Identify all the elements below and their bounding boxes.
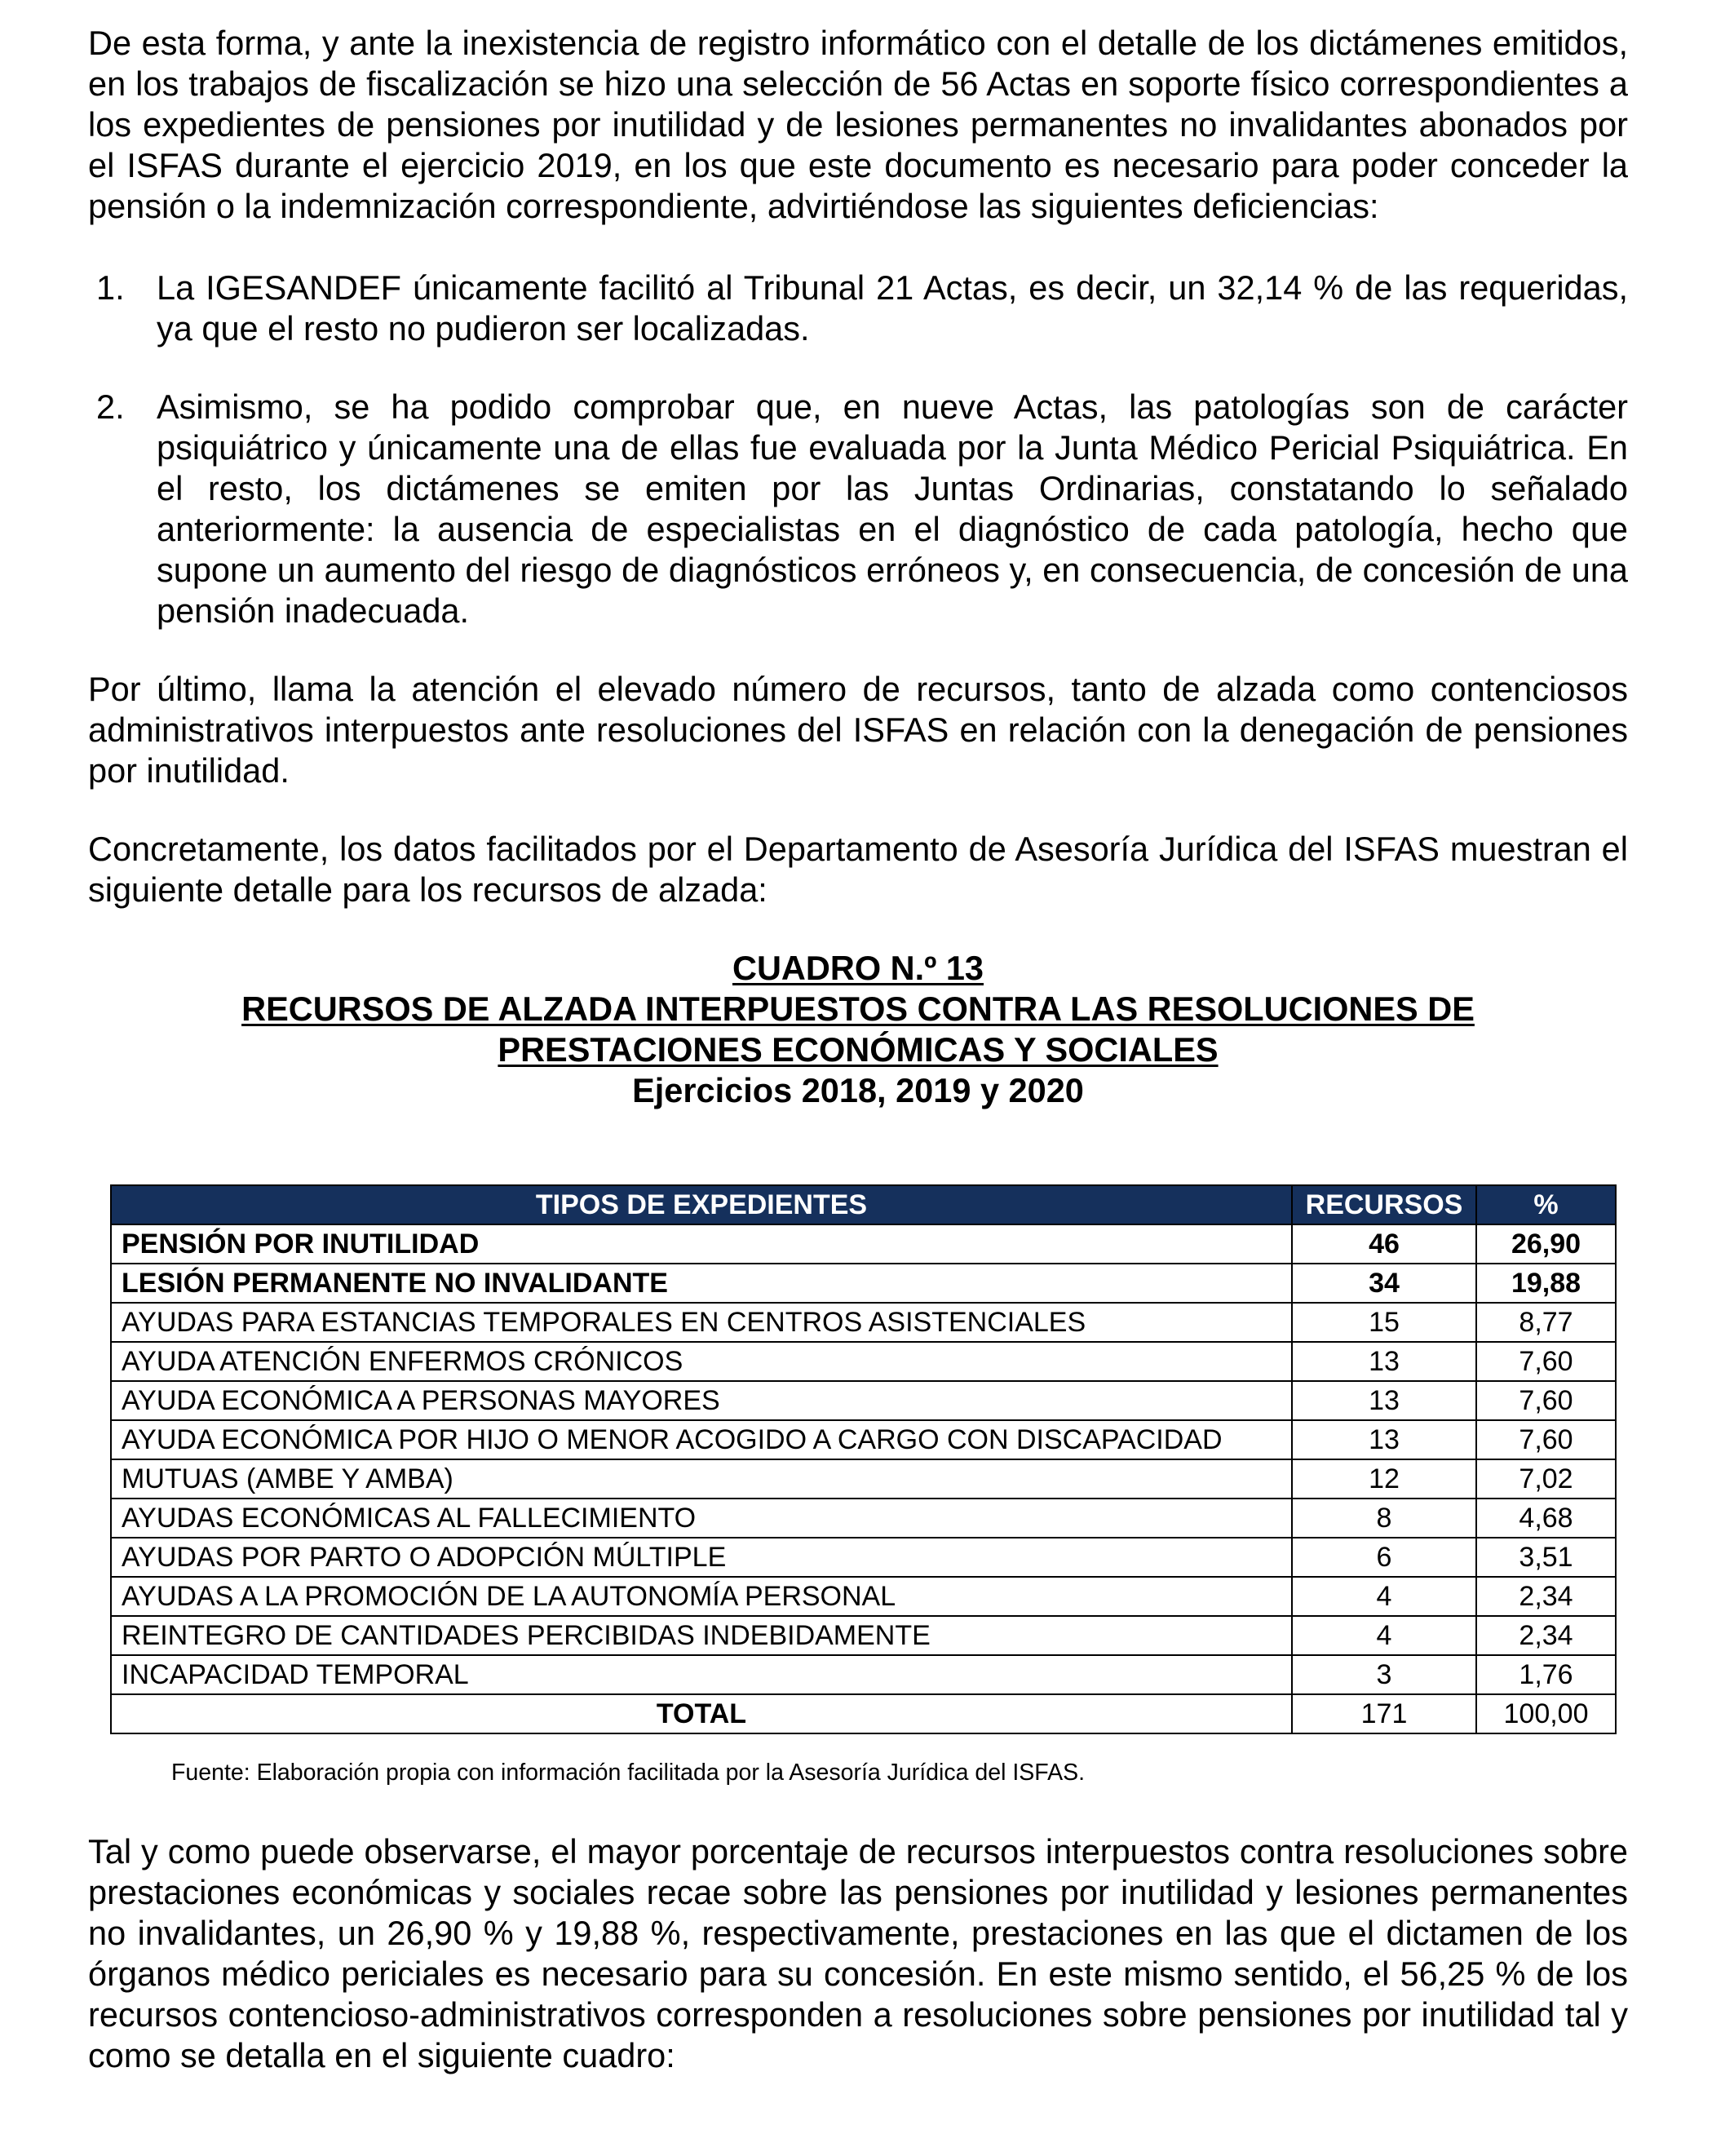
cell-total-percent: 100,00 (1476, 1694, 1616, 1733)
table-heading-line1: RECURSOS DE ALZADA INTERPUESTOS CONTRA LAS RESOLUCIONES DE (241, 989, 1475, 1028)
table-total-row (111, 1694, 1616, 1733)
cell-total-recursos: 171 (1292, 1694, 1476, 1733)
table-row (111, 1420, 1616, 1459)
conclusion-block (88, 1831, 1628, 2076)
table-heading-line2: PRESTACIONES ECONÓMICAS Y SOCIALES (498, 1030, 1219, 1069)
cell-recursos: 15 (1292, 1303, 1476, 1342)
cell-percent: 19,88 (1476, 1264, 1616, 1303)
list-item-number: 1. (96, 268, 125, 307)
table-title (88, 948, 1628, 1111)
recursos-table (110, 1184, 1617, 1734)
table-row (111, 1459, 1616, 1499)
table-row (111, 1499, 1616, 1538)
cell-tipo: PENSIÓN POR INUTILIDAD (111, 1224, 1292, 1264)
cell-tipo: AYUDAS A LA PROMOCIÓN DE LA AUTONOMÍA PERSONAL (111, 1577, 1292, 1616)
cell-recursos: 13 (1292, 1420, 1476, 1459)
conclusion-paragraph: Tal y como puede observarse, el mayor porcentaje de recursos interpuestos contra resoluciones sobre prestaciones económicas y sociales recae sobre las pensiones por inutilidad y lesiones permanentes no invalidantes, un 26,90 % y 19,88 %, respectivamente, prestaciones en las que el dictamen de los órganos médico periciales es necesario para su concesión. En este mismo sentido, el 56,25 % de los recursos contencioso-administrativos corresponden a resoluciones sobre pensiones por inutilidad tal y como se detalla en el siguiente cuadro: (88, 1832, 1628, 2074)
source-note: Fuente: Elaboración propia con información facilitada por la Asesoría Jurídica del ISFAS. (171, 1760, 1086, 1786)
cell-recursos: 4 (1292, 1577, 1476, 1616)
cell-percent: 3,51 (1476, 1538, 1616, 1577)
cell-percent: 7,60 (1476, 1342, 1616, 1381)
cell-tipo: MUTUAS (AMBE Y AMBA) (111, 1459, 1292, 1499)
cell-percent: 7,02 (1476, 1459, 1616, 1499)
table-row (111, 1303, 1616, 1342)
cell-recursos: 3 (1292, 1655, 1476, 1694)
list-item (88, 387, 1628, 631)
document-page (88, 23, 1628, 1111)
table-row (111, 1538, 1616, 1577)
cell-recursos: 4 (1292, 1616, 1476, 1655)
cell-percent: 7,60 (1476, 1381, 1616, 1420)
column-header-recursos: RECURSOS (1292, 1185, 1476, 1224)
list-item-text: La IGESANDEF únicamente facilitó al Tribunal 21 Actas, es decir, un 32,14 % de las requeridas, ya que el resto no pudieron ser localizadas. (157, 268, 1628, 348)
table-row (111, 1577, 1616, 1616)
intro-paragraph: De esta forma, y ante la inexistencia de registro informático con el detalle de los dictámenes emitidos, en los trabajos de fiscalización se hizo una selección de 56 Actas en soporte físico correspondientes a los expedientes de pensiones por inutilidad y de lesiones permanentes no invalidantes abonados por el ISFAS durante el ejercicio 2019, en los que este documento es necesario para poder conceder la pensión o la indemnización correspondiente, advirtiéndose las siguientes deficiencias: (88, 24, 1628, 225)
table-row (111, 1655, 1616, 1694)
cell-tipo: LESIÓN PERMANENTE NO INVALIDANTE (111, 1264, 1292, 1303)
cell-tipo: AYUDA ECONÓMICA A PERSONAS MAYORES (111, 1381, 1292, 1420)
table-row (111, 1342, 1616, 1381)
table-header-row (111, 1185, 1616, 1224)
cell-recursos: 8 (1292, 1499, 1476, 1538)
cell-total-label: TOTAL (111, 1694, 1292, 1733)
cell-percent: 1,76 (1476, 1655, 1616, 1694)
list-item-text: Asimismo, se ha podido comprobar que, en nueve Actas, las patologías son de carácter psiquiátrico y únicamente una de ellas fue evaluada por la Junta Médico Pericial Psiquiátrica. En el resto, los dictámenes se emiten por las Juntas Ordinarias, constatando lo señalado anteriormente: la ausencia de especialistas en el diagnóstico de cada patología, hecho que supone un aumento del riesgo de diagnósticos erróneos y, en consecuencia, de concesión de una pensión inadecuada. (157, 387, 1628, 630)
table-row (111, 1264, 1616, 1303)
cell-tipo: AYUDAS POR PARTO O ADOPCIÓN MÚLTIPLE (111, 1538, 1292, 1577)
cell-tipo: AYUDAS PARA ESTANCIAS TEMPORALES EN CENTROS ASISTENCIALES (111, 1303, 1292, 1342)
cell-tipo: AYUDAS ECONÓMICAS AL FALLECIMIENTO (111, 1499, 1292, 1538)
recursos-paragraph: Por último, llama la atención el elevado número de recursos, tanto de alzada como contenciosos administrativos interpuestos ante resoluciones del ISFAS en relación con la denegación de pensiones por inutilidad. (88, 670, 1628, 790)
cell-recursos: 13 (1292, 1342, 1476, 1381)
concretamente-paragraph: Concretamente, los datos facilitados por el Departamento de Asesoría Jurídica del ISFAS muestran el siguiente detalle para los recursos de alzada: (88, 830, 1628, 909)
table-body (111, 1224, 1616, 1733)
deficiencies-list (88, 268, 1628, 631)
table-row (111, 1224, 1616, 1264)
cell-percent: 26,90 (1476, 1224, 1616, 1264)
cell-recursos: 13 (1292, 1381, 1476, 1420)
list-item (88, 268, 1628, 349)
cell-percent: 4,68 (1476, 1499, 1616, 1538)
cell-percent: 7,60 (1476, 1420, 1616, 1459)
table-row (111, 1616, 1616, 1655)
cell-recursos: 34 (1292, 1264, 1476, 1303)
cell-tipo: INCAPACIDAD TEMPORAL (111, 1655, 1292, 1694)
cell-tipo: AYUDA ECONÓMICA POR HIJO O MENOR ACOGIDO A CARGO CON DISCAPACIDAD (111, 1420, 1292, 1459)
column-header-percent: % (1476, 1185, 1616, 1224)
cell-recursos: 12 (1292, 1459, 1476, 1499)
cell-tipo: REINTEGRO DE CANTIDADES PERCIBIDAS INDEBIDAMENTE (111, 1616, 1292, 1655)
cell-recursos: 6 (1292, 1538, 1476, 1577)
cell-percent: 2,34 (1476, 1616, 1616, 1655)
cell-percent: 8,77 (1476, 1303, 1616, 1342)
cell-recursos: 46 (1292, 1224, 1476, 1264)
cell-tipo: AYUDA ATENCIÓN ENFERMOS CRÓNICOS (111, 1342, 1292, 1381)
column-header-tipos: TIPOS DE EXPEDIENTES (111, 1185, 1292, 1224)
table-period: Ejercicios 2018, 2019 y 2020 (632, 1071, 1084, 1109)
cell-percent: 2,34 (1476, 1577, 1616, 1616)
table-number: CUADRO N.º 13 (732, 949, 984, 987)
table-row (111, 1381, 1616, 1420)
list-item-number: 2. (96, 387, 125, 426)
